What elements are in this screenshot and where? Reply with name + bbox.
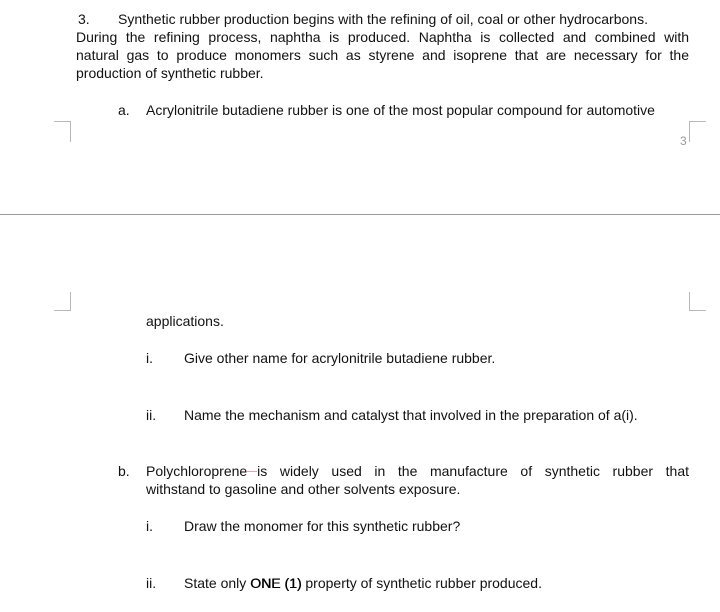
part-b-polymer-name: Polychloroprene bbox=[146, 463, 248, 479]
part-b-i-label: i. bbox=[146, 518, 153, 534]
part-a-i-text: Give other name for acrylonitrile butadiene rubber. bbox=[184, 350, 496, 366]
crop-mark-bottom-left-page1 bbox=[54, 121, 71, 142]
part-a-ii-text: Name the mechanism and catalyst that involved in the preparation of a(i). bbox=[184, 407, 638, 423]
crop-mark-bottom-right-page1 bbox=[689, 121, 706, 142]
page-number: 3 bbox=[680, 134, 687, 148]
question-text-line-2: During the refining process, naphtha is produced. Naphtha is collected and combined with bbox=[76, 29, 689, 45]
part-b-ii-label: ii. bbox=[146, 575, 157, 591]
page-break-divider bbox=[0, 214, 720, 215]
part-a-text-line-2: applications. bbox=[146, 313, 224, 329]
question-text-line-3: natural gas to produce monomers such as styrene and isoprene that are necessary for the bbox=[76, 47, 689, 63]
crop-mark-top-left-page2 bbox=[54, 292, 71, 311]
part-a-text-line-1: Acrylonitrile butadiene rubber is one of the most popular compound for automotive bbox=[146, 102, 655, 118]
question-number: 3. bbox=[78, 11, 90, 27]
question-text-line-4: production of synthetic rubber. bbox=[76, 65, 264, 81]
part-b-text-line-1-rest: is widely used in the manufacture of synthetic rubber that bbox=[257, 463, 689, 479]
part-b-text-line-2: withstand to gasoline and other solvents exposure. bbox=[146, 481, 461, 497]
part-b-i-text: Draw the monomer for this synthetic rubber? bbox=[184, 518, 461, 534]
tracked-change-mark bbox=[247, 462, 257, 480]
question-text-line-1: Synthetic rubber production begins with the refining of oil, coal or other hydrocarbons. bbox=[118, 11, 648, 27]
part-b-text-line-1 bbox=[146, 462, 689, 480]
part-a-label: a. bbox=[118, 102, 130, 118]
part-b-ii-text-pre: State only bbox=[184, 575, 251, 591]
part-b-ii-text-post: property of synthetic rubber produced. bbox=[301, 575, 542, 591]
crop-mark-top-right-page2 bbox=[689, 292, 706, 311]
part-b-label: b. bbox=[118, 463, 130, 479]
part-a-ii-label: ii. bbox=[146, 407, 157, 423]
part-b-ii-emphasis: ONE (1) bbox=[250, 575, 302, 591]
part-a-i-label: i. bbox=[146, 350, 153, 366]
part-b-ii-text bbox=[184, 574, 542, 592]
